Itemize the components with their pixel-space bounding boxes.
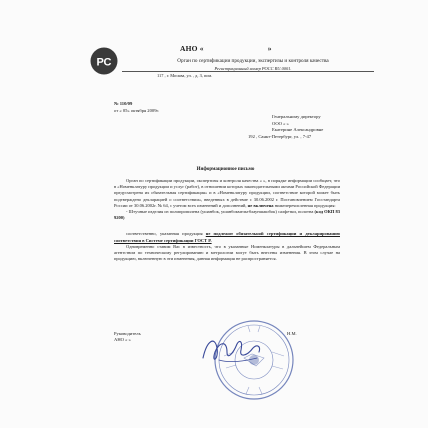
body-paragraph: соответственно, указанная продукция не подлежит обязательной сертификации и декларированию соответствия в Системе сертификации ГОСТ Р. <box>114 231 340 243</box>
body-paragraph: - Штучные изделия из полипропилена (ушанбок, ушанбокмельтблауншашбок) салфетки, полотна (код ОКП 83 9200) <box>114 209 340 221</box>
recipient-address: 192 , Санкт-Петербург, ул. , 7-47 <box>248 133 312 139</box>
header-org-name: АНО « » <box>180 44 272 53</box>
letter-date: от « 05» октября 2009г. <box>114 108 160 113</box>
letter-body <box>114 178 340 262</box>
header-registration-number: Регистрационный номер РОСС RU.0001. <box>214 66 292 71</box>
body-paragraph: Орган по сертификации продукции, экспертизы и контроля качества « », в порядке информации сообщает, что в «Номенклатуру продукции и услуг (работ), в отношении которых законодательными актами Российской Федерации предусмотрена их обязательная сертификация» и в «Номенклатуру продукции, соответствие которой может быть подтверждено декларацией о соответствии», введенных в действие с 30.06.2002 г. Постановлением Госстандарта России от 30.06.2002г. № 64, с учетом всех изменений и дополнений, не включена нижеперечисленная продукция: <box>114 178 340 208</box>
svg-text:РС: РС <box>96 56 112 69</box>
header-divider <box>122 71 374 72</box>
recipient-line: Генеральному директору <box>272 114 321 119</box>
header-address: 117 , г. Москва, ул. , д. 3, пом. <box>157 73 213 78</box>
letter-number: № 110/09 <box>114 101 133 106</box>
body-paragraph: Одновременно ставим Вас в известность, что в указанные Номенклатуры в дальнейшем Федеральным агентством по техническому регулированию и метрологии могут быть внесены изменения. В этом случае на продукцию, включенную в эти изменения, данная информация не распространяется. <box>114 243 340 262</box>
signatory-position: Руководитель АНО « » <box>114 331 141 343</box>
gost-r-logo <box>89 46 119 76</box>
handwritten-signature <box>197 330 267 370</box>
recipient-line: ООО « » <box>272 120 289 126</box>
recipient-line: Екатерине Александровне <box>272 127 324 133</box>
recipient-block <box>248 114 324 140</box>
signatory-name: Н.М. <box>287 331 297 336</box>
header-org-description: Орган по сертификации продукции, экспертизы и контроля качества <box>177 58 329 64</box>
letter-title: Информационное письмо <box>196 167 255 172</box>
